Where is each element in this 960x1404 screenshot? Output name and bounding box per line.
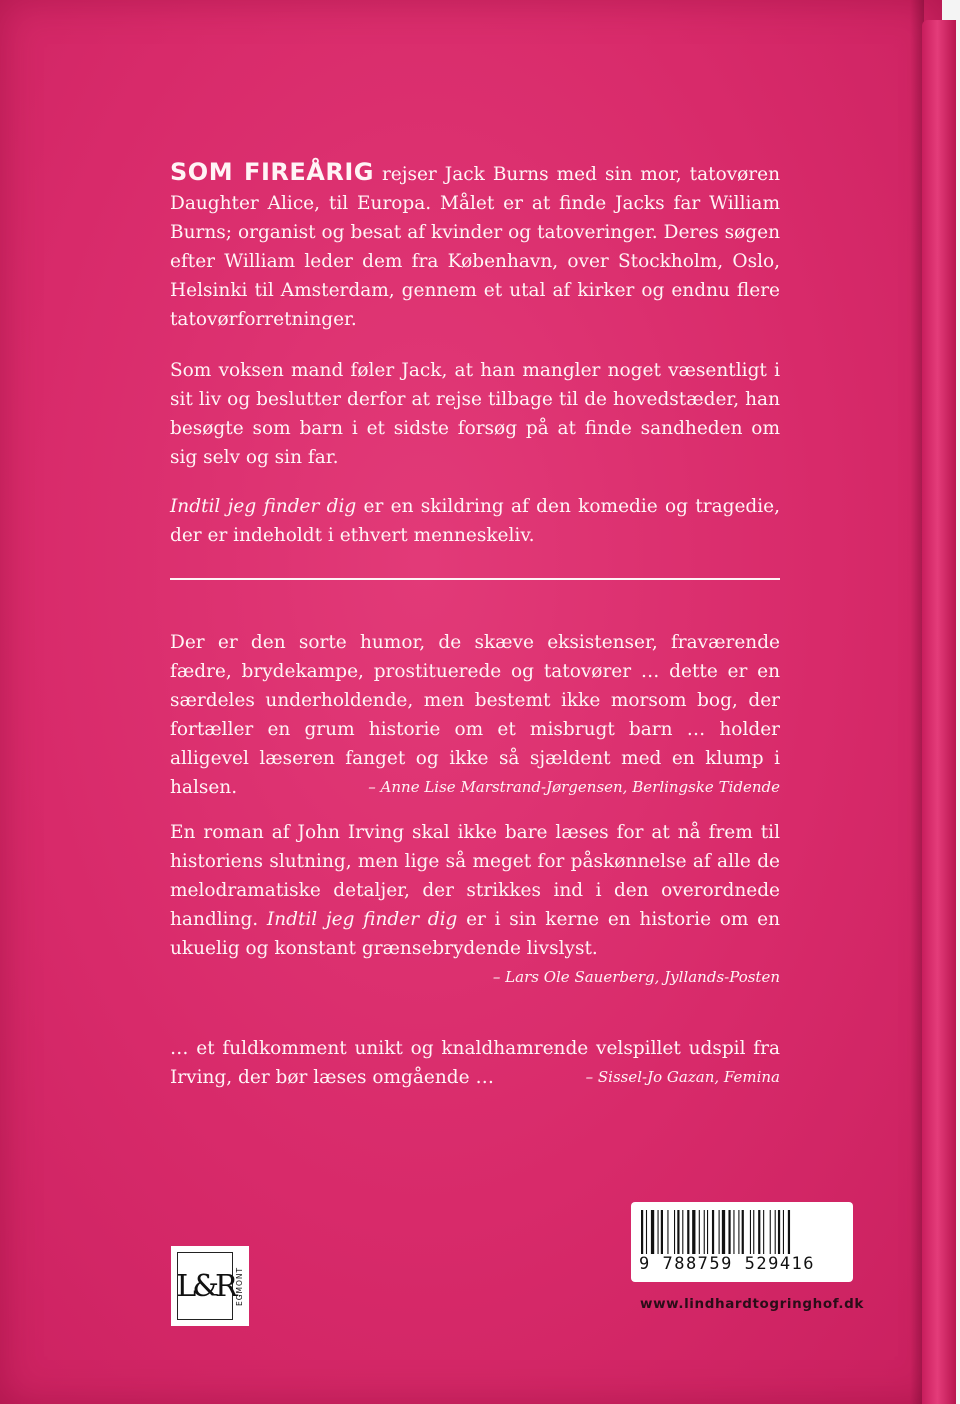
isbn-number: 9 788759 529416 [639,1254,816,1274]
barcode-bars [639,1210,845,1254]
blurb-paragraph-1 [170,158,780,334]
review-2-text-a: En roman af John Irving skal ikke bare læses for at nå frem til historiens slutning, men lige så meget for påskønnelse af alle de melodramatiske detaljer, der strikkes ind i den overordnede handling. [170,822,780,930]
review-2 [170,818,780,992]
review-1-text: Der er den sorte humor, de skæve eksistenser, fraværende fædre, brydekampe, prostituerede og tatovører … dette er en særdeles underholdende, men bestemt ikke morsom bog, der fortæller en grum historie om et misbrugt barn … holder alligevel læseren fanget og ikke så sjældent med en klump i halsen. [170,632,780,798]
publisher-logo [171,1246,249,1326]
book-spine [922,20,956,1404]
blurb-p1-text: rejser Jack Burns med sin mor, tatovøren Daughter Alice, til Europa. Målet er at finde Jacks far William Burns; organist og besat af kvinder og tatoveringer. Deres søgen efter William leder dem fra København, over Stockholm, Oslo, Helsinki til Amsterdam, gennem et utal af kirker og endnu flere tatovørforretninger. [170,164,781,330]
publisher-url: www.lindhardtogringhof.dk [640,1296,864,1312]
review-2-text-b: er i sin kerne en historie om en ukuelig og konstant grænsebrydende livslyst. [170,909,780,959]
review-2-title: Indtil jeg finder dig [266,909,458,930]
barcode [631,1202,853,1282]
review-3 [170,1034,780,1092]
book-title-inline: Indtil jeg finder dig [170,496,357,517]
blurb-paragraph-2: Som voksen mand føler Jack, at han mangler noget væsentligt i sit liv og beslutter derfor at rejse tilbage til de hovedstæder, han besøgte som barn i et sidste forsøg på at finde sandheden om sig selv og sin far. [170,360,780,468]
blurb-lead: SOM FIREÅRIG [170,158,374,186]
blurb-paragraph-3 [170,492,780,550]
review-3-text: … et fuldkomment unikt og knaldhamrende velspillet udspil fra Irving, der bør læses omgående … [170,1038,780,1088]
blurb-p3-text: er en skildring af den komedie og tragedie, der er indeholdt i ethvert menneskeliv. [170,496,780,546]
logo-side-text: EGMONT [235,1266,244,1306]
review-2-source: – Lars Ole Sauerberg, Jyllands-Posten [492,968,780,986]
divider-rule [170,578,780,580]
logo-mark: L&R [177,1252,233,1320]
review-3-source: – Sissel-Jo Gazan, Femina [585,1068,780,1086]
review-1 [170,628,780,802]
review-1-source: – Anne Lise Marstrand-Jørgensen, Berlingske Tidende [368,778,780,796]
